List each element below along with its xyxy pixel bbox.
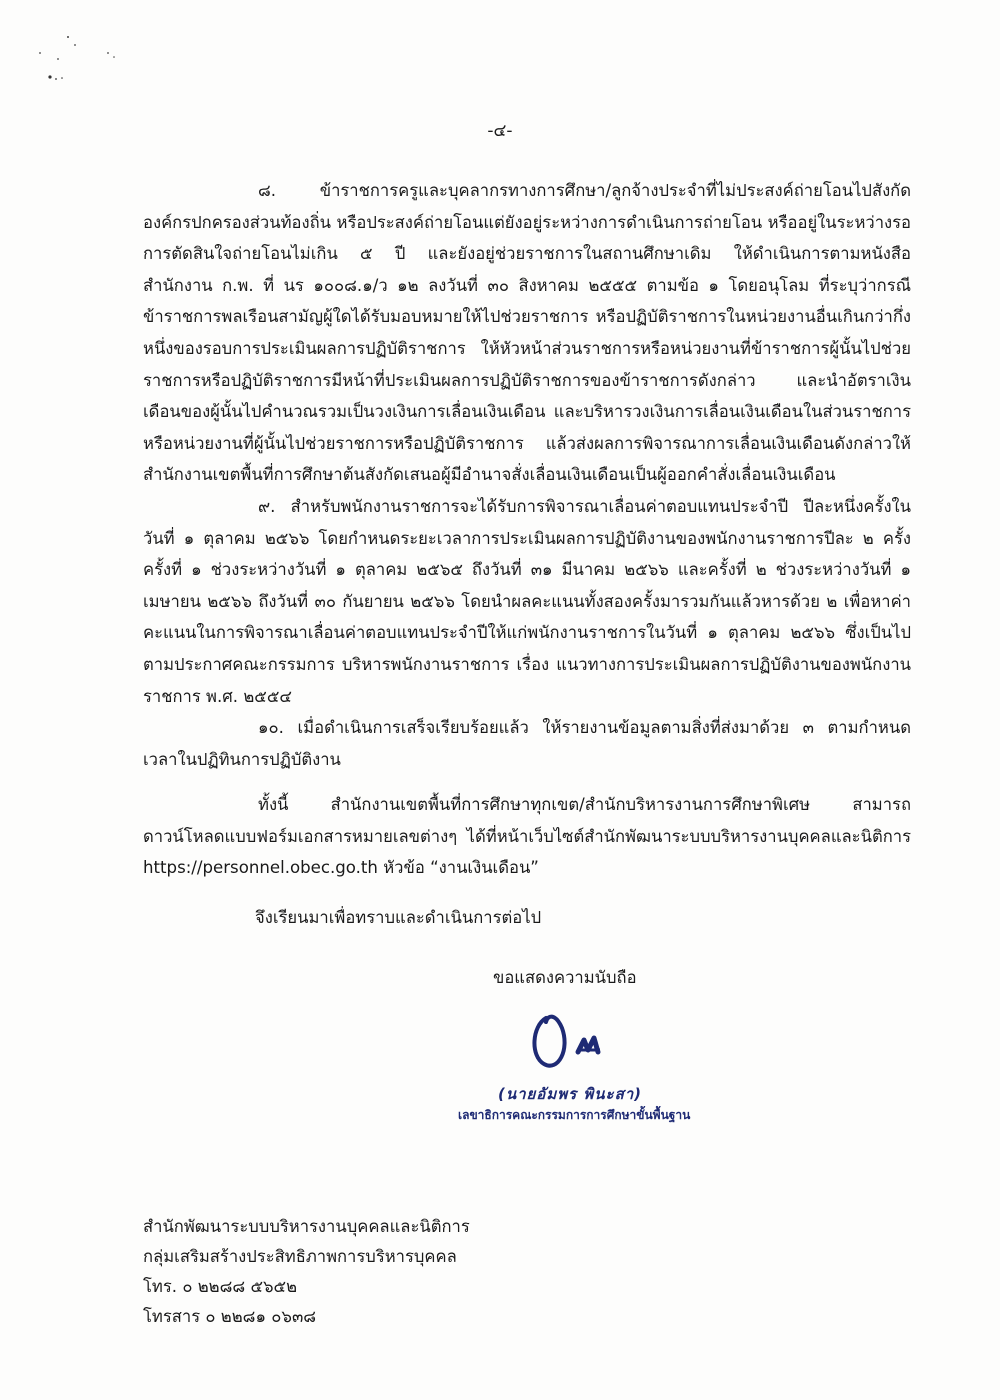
footer-phone: โทร. ๐ ๒๒๘๘ ๕๖๕๒ (143, 1277, 298, 1296)
signer-name: (นายอัมพร พินะสา) (497, 1085, 643, 1103)
page-number: -๔- (487, 121, 513, 141)
paragraph-8: ๘. ข้าราชการครูและบุคลากรทางการศึกษา/ลูกจ้างประจำที่ไม่ประสงค์ถ่ายโอนไปสังกัดองค์กรปกครองส่วนท้องถิ่น หรือประสงค์ถ่ายโอนแต่ยังอยู่ระหว่างการดำเนินการถ่ายโอน หรืออยู่ในระหว่างรอการตัดสินใจถ่ายโอนไม่เกิน ๕ ปี และยังอยู่ช่วยราชการในสถานศึกษาเดิม ให้ดำเนินการตามหนังสือสำนักงาน ก.พ. ที่ นร ๑๐๐๘.๑/ว ๑๒ ลงวันที่ ๓๐ สิงหาคม ๒๕๕๕ ตามข้อ ๑ โดยอนุโลม ที่ระบุว่ากรณีข้าราชการพลเรือนสามัญผู้ใดได้รับมอบหมายให้ไปช่วยราชการ หรือปฏิบัติราชการในหน่วยงานอื่นเกินกว่ากึ่งหนึ่งของรอบการประเมินผลการปฏิบัติราชการ ให้หัวหน้าส่วนราชการหรือหน่วยงานที่ข้าราชการผู้นั้นไปช่วยราชการหรือปฏิบัติราชการมีหน้าที่ประเมินผลการปฏิบัติราชการของข้าราชการดังกล่าว และนำอัตราเงินเดือนของผู้นั้นไปคำนวณรวมเป็นวงเงินการเลื่อนเงินเดือน และบริหารวงเงินการเลื่อนเงินเดือนในส่วนราชการหรือหน่วยงานที่ผู้นั้นไปช่วยราชการหรือปฏิบัติราชการ แล้วส่งผลการพิจารณาการเลื่อนเงินเดือนดังกล่าวให้สำนักงานเขตพื้นที่การศึกษาต้นสังกัดเสนอผู้มีอำนาจสั่งเลื่อนเงินเดือนเป็นผู้ออกคำสั่งเลื่อนเงินเดือน (143, 181, 911, 485)
signer-title-text: เลขาธิการคณะกรรมการการศึกษาขั้นพื้นฐาน (458, 1108, 691, 1122)
regards-line: ขอแสดงความนับถือ (493, 968, 637, 987)
scan-speck-marks (30, 25, 130, 85)
footer-fax: โทรสาร ๐ ๒๒๘๑ ๐๖๓๘ (143, 1307, 317, 1326)
paragraph-10: ๑๐. เมื่อดำเนินการเสร็จเรียบร้อยแล้ว ให้รายงานข้อมูลตามสิ่งที่ส่งมาด้วย ๓ ตามกำหนดเวลาในปฏิทินการปฏิบัติงาน (143, 718, 911, 769)
closing-line: จึงเรียนมาเพื่อทราบและดำเนินการต่อไป (255, 908, 542, 927)
download-paragraph: ทั้งนี้ สำนักงานเขตพื้นที่การศึกษาทุกเขต/สำนักบริหารงานการศึกษาพิเศษ สามารถดาวน์โหลดแบบฟอร์มเอกสารหมายเลขต่างๆ ได้ที่หน้าเว็บไซต์สำนักพัฒนาระบบบริหารงานบุคคลและนิติการ https://personnel.obec.go.th หัวข้อ “งานเงินเดือน” (143, 795, 911, 878)
footer-group: กลุ่มเสริมสร้างประสิทธิภาพการบริหารบุคคล (143, 1247, 457, 1266)
letter-body (143, 175, 911, 884)
signer-title-stamp (458, 1102, 698, 1126)
handwritten-signature (518, 1000, 618, 1080)
paragraph-9: ๙. สำหรับพนักงานราชการจะได้รับการพิจารณาเลื่อนค่าตอบแทนประจำปี ปีละหนึ่งครั้งในวันที่ ๑ ตุลาคม ๒๕๖๖ โดยกำหนดระยะเวลาการประเมินผลการปฏิบัติงานของพนักงานราชการปีละ ๒ ครั้ง ครั้งที่ ๑ ช่วงระหว่างวันที่ ๑ ตุลาคม ๒๕๖๕ ถึงวันที่ ๓๑ มีนาคม ๒๕๖๖ และครั้งที่ ๒ ช่วงระหว่างวันที่ ๑ เมษายน ๒๕๖๖ ถึงวันที่ ๓๐ กันยายน ๒๕๖๖ โดยนำผลคะแนนทั้งสองครั้งมารวมกันแล้วหารด้วย ๒ เพื่อหาค่าคะแนนในการพิจารณาเลื่อนค่าตอบแทนประจำปีให้แก่พนักงานราชการในวันที่ ๑ ตุลาคม ๒๕๖๖ ซึ่งเป็นไปตามประกาศคณะกรรมการ บริหารพนักงานราชการ เรื่อง แนวทางการประเมินผลการปฏิบัติงานของพนักงานราชการ พ.ศ. ๒๕๕๔ (143, 496, 911, 706)
contact-footer (143, 1212, 470, 1332)
footer-office: สำนักพัฒนาระบบบริหารงานบุคคลและนิติการ (143, 1217, 470, 1236)
